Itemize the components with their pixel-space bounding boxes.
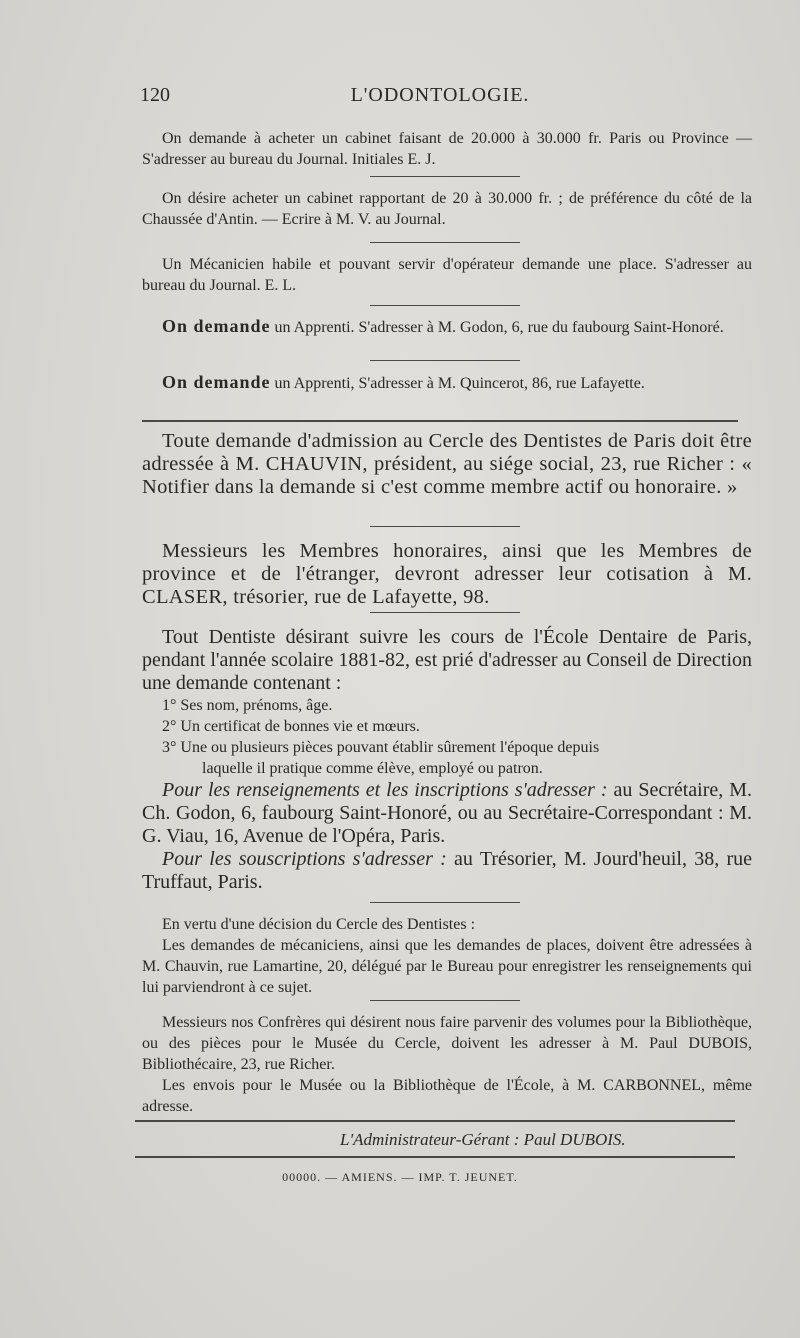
musee-line-2: Les envois pour le Musée ou la Bibliothèque de l'École, à M. CARBONNEL, même adresse.: [142, 1077, 752, 1115]
ecole-notice: [142, 626, 752, 894]
divider: [370, 526, 520, 527]
decision-notice: [142, 914, 752, 998]
ecole-intro: Tout Dentiste désirant suivre les cours de l'École Dentaire de Paris, pendant l'année scolaire 1881-82, est prié d'adresser au Conseil de Direction une demande contenant :: [142, 626, 752, 694]
renseignements-text: au Secrétaire, M. Ch. Godon, 6, faubourg Saint-Honoré, ou au Secrétaire-Correspondant : M. G. Viau, 16, Avenue de l'Opéra, Paris.: [142, 779, 752, 847]
signature-text: L'Administrateur-Gérant : Paul DUBOIS.: [340, 1130, 626, 1149]
notice-cotisation: [142, 540, 752, 609]
divider: [370, 242, 520, 243]
divider: [370, 1000, 520, 1001]
ecole-item-1: 1° Ses nom, prénoms, âge.: [162, 697, 333, 714]
ad-5-lead: On demande: [162, 372, 271, 392]
ad-5: [142, 372, 752, 394]
notice-cotisation-text: Messieurs les Membres honoraires, ainsi que les Membres de province et de l'étranger, devront adresser leur cotisation à M. CLASER, trésorier, rue de Lafayette, 98.: [142, 540, 752, 608]
decision-line-2: Les demandes de mécaniciens, ainsi que les demandes de places, doivent être adressées à M. Chauvin, rue Lamartine, 20, délégué par le Bureau pour enregistrer les renseignements qui lui parviendront à ce sujet.: [142, 937, 752, 996]
souscriptions-lead: Pour les souscriptions s'adresser :: [162, 848, 447, 870]
notice-admission-text: Toute demande d'admission au Cercle des Dentistes de Paris doit être adressée à M. CHAUVIN, président, au siége social, 23, rue Richer : « Notifier dans la demande si c'est comme membre actif ou honoraire. »: [142, 430, 752, 498]
ad-5-text: un Apprenti, S'adresser à M. Quincerot, 86, rue Lafayette.: [270, 375, 645, 392]
ad-4-lead: On demande: [162, 316, 271, 336]
ecole-item-3: 3° Une ou plusieurs pièces pouvant établir sûrement l'époque depuis: [162, 739, 600, 756]
notice-admission: [142, 430, 752, 499]
ecole-item-2: 2° Un certificat de bonnes vie et mœurs.: [162, 718, 420, 735]
ad-2-text: On désire acheter un cabinet rapportant de 20 à 30.000 fr. ; de préférence du côté de la Chaussée d'Antin. — Ecrire à M. V. au Journal.: [142, 190, 752, 228]
souscriptions-text: au Trésorier, M. Jourd'heuil, 38, rue Truffaut, Paris.: [142, 848, 752, 893]
musee-line-1: Messieurs nos Confrères qui désirent nous faire parvenir des volumes pour la Bibliothèque, ou des pièces pour le Musée du Cercle, doivent les adresser à M. Paul DUBOIS, Bibliothécaire, 23, rue Richer.: [142, 1014, 752, 1073]
renseignements-lead: Pour les renseignements et les inscriptions s'adresser :: [162, 779, 608, 801]
ad-1: [142, 128, 752, 170]
ad-3: [142, 254, 752, 296]
decision-line-1: En vertu d'une décision du Cercle des Dentistes :: [162, 916, 476, 933]
ad-2: [142, 188, 752, 230]
section-rule: [135, 1120, 735, 1122]
divider: [370, 612, 520, 613]
divider: [370, 902, 520, 903]
signature: [340, 1130, 626, 1150]
page-header: [140, 84, 740, 114]
divider: [370, 360, 520, 361]
ad-1-text: On demande à acheter un cabinet faisant de 20.000 à 30.000 fr. Paris ou Province — S'adresser au bureau du Journal. Initiales E. J.: [142, 130, 752, 168]
imprint: 00000. — AMIENS. — IMP. T. JEUNET.: [282, 1170, 518, 1184]
page-number: 120: [140, 84, 170, 106]
ecole-item-3-cont: laquelle il pratique comme élève, employé ou patron.: [202, 760, 543, 777]
journal-title: L'ODONTOLOGIE.: [350, 84, 530, 106]
ad-4: [142, 316, 752, 338]
divider: [370, 176, 520, 177]
divider: [370, 305, 520, 306]
section-rule: [135, 1156, 735, 1158]
ad-4-text: un Apprenti. S'adresser à M. Godon, 6, rue du faubourg Saint-Honoré.: [270, 319, 724, 336]
musee-notice: [142, 1012, 752, 1117]
ad-3-text: Un Mécanicien habile et pouvant servir d'opérateur demande une place. S'adresser au bureau du Journal. E. L.: [142, 256, 752, 294]
section-rule: [142, 420, 738, 422]
